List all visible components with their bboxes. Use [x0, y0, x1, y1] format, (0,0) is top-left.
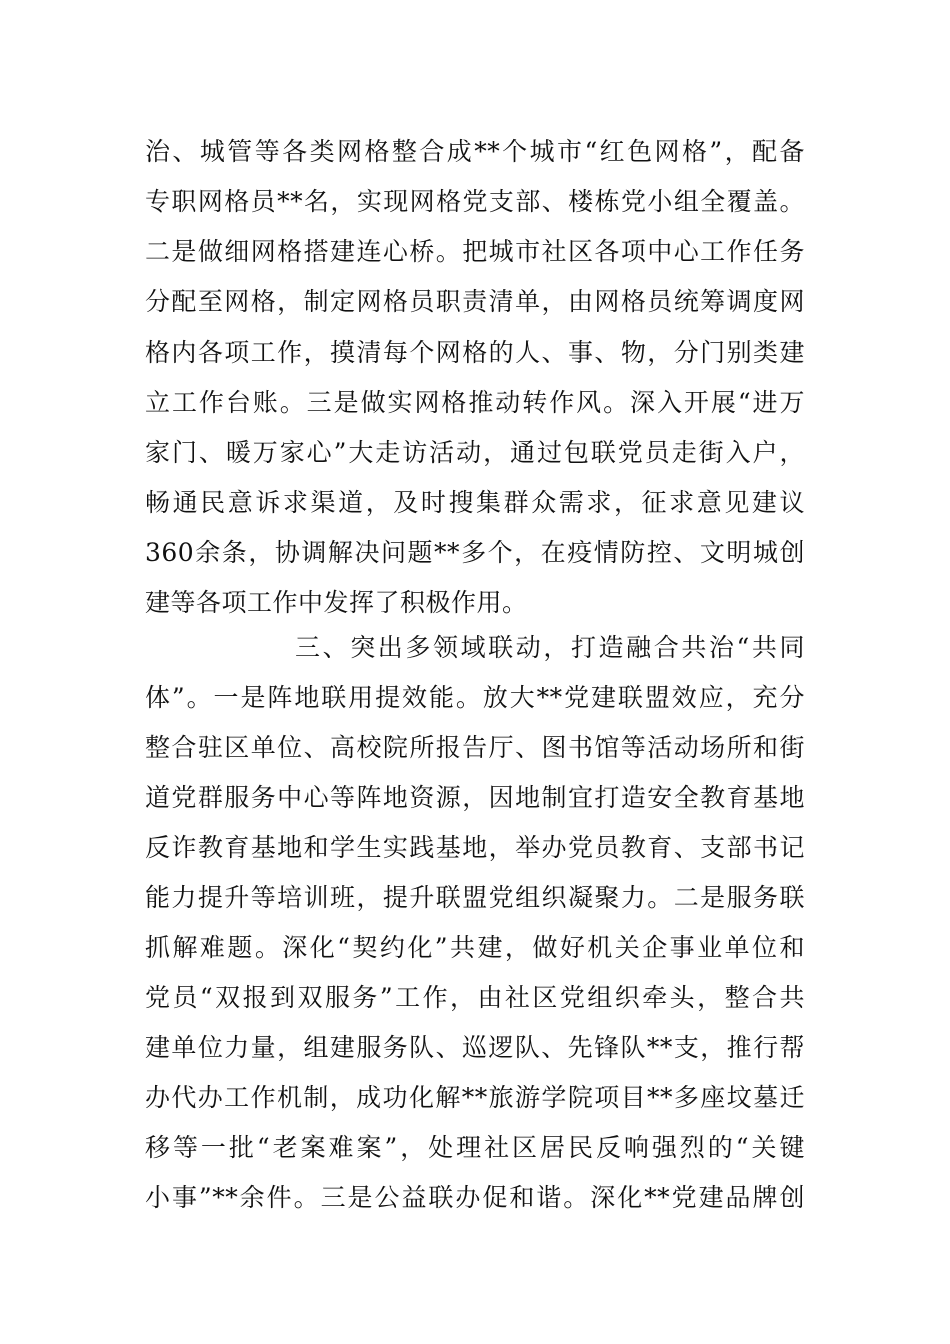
text-line-22: 小事”**余件。三是公益联办促和谐。深化**党建品牌创	[145, 1183, 805, 1212]
text-line-18: 党员“双报到双服务”工作，由社区党组织牵头，整合共	[145, 983, 805, 1012]
text-line-8: 畅通民意诉求渠道，及时搜集群众需求，征求意见建议	[145, 488, 805, 517]
text-line-16: 能力提升等培训班，提升联盟党组织凝聚力。二是服务联	[145, 883, 805, 912]
text-line-17: 抓解难题。深化“契约化”共建，做好机关企事业单位和	[145, 933, 805, 962]
text-line-2: 专职网格员**名，实现网格党支部、楼栋党小组全覆盖。	[145, 187, 805, 216]
text-line-14: 道党群服务中心等阵地资源，因地制宜打造安全教育基地	[145, 783, 805, 812]
text-line-12: 体”。一是阵地联用提效能。放大**党建联盟效应，充分	[145, 683, 805, 712]
text-line-9: 360余条，协调解决问题**多个，在疫情防控、文明城创	[145, 538, 805, 567]
text-line-6: 立工作台账。三是做实网格推动转作风。深入开展“进万	[145, 388, 805, 417]
section-heading-line: 三、突出多领域联动，打造融合共治“共同	[295, 633, 805, 662]
text-line-15: 反诈教育基地和学生实践基地，举办党员教育、支部书记	[145, 833, 805, 862]
text-line-19: 建单位力量，组建服务队、巡逻队、先锋队**支，推行帮	[145, 1033, 805, 1062]
text-line-7: 家门、暖万家心”大走访活动，通过包联党员走街入户，	[145, 438, 805, 467]
text-line-3: 二是做细网格搭建连心桥。把城市社区各项中心工作任务	[145, 237, 805, 266]
text-line-4: 分配至网格，制定网格员职责清单，由网格员统筹调度网	[145, 287, 805, 316]
text-line-13: 整合驻区单位、高校院所报告厅、图书馆等活动场所和街	[145, 733, 805, 762]
text-line-21: 移等一批“老案难案”，处理社区居民反响强烈的“关键	[145, 1133, 805, 1162]
text-line-5: 格内各项工作，摸清每个网格的人、事、物，分门别类建	[145, 338, 805, 367]
text-line-20: 办代办工作机制，成功化解**旅游学院项目**多座坟墓迁	[145, 1083, 805, 1112]
text-line-1: 治、城管等各类网格整合成**个城市“红色网格”，配备	[145, 137, 805, 166]
text-line-10: 建等各项工作中发挥了积极作用。	[145, 588, 528, 617]
